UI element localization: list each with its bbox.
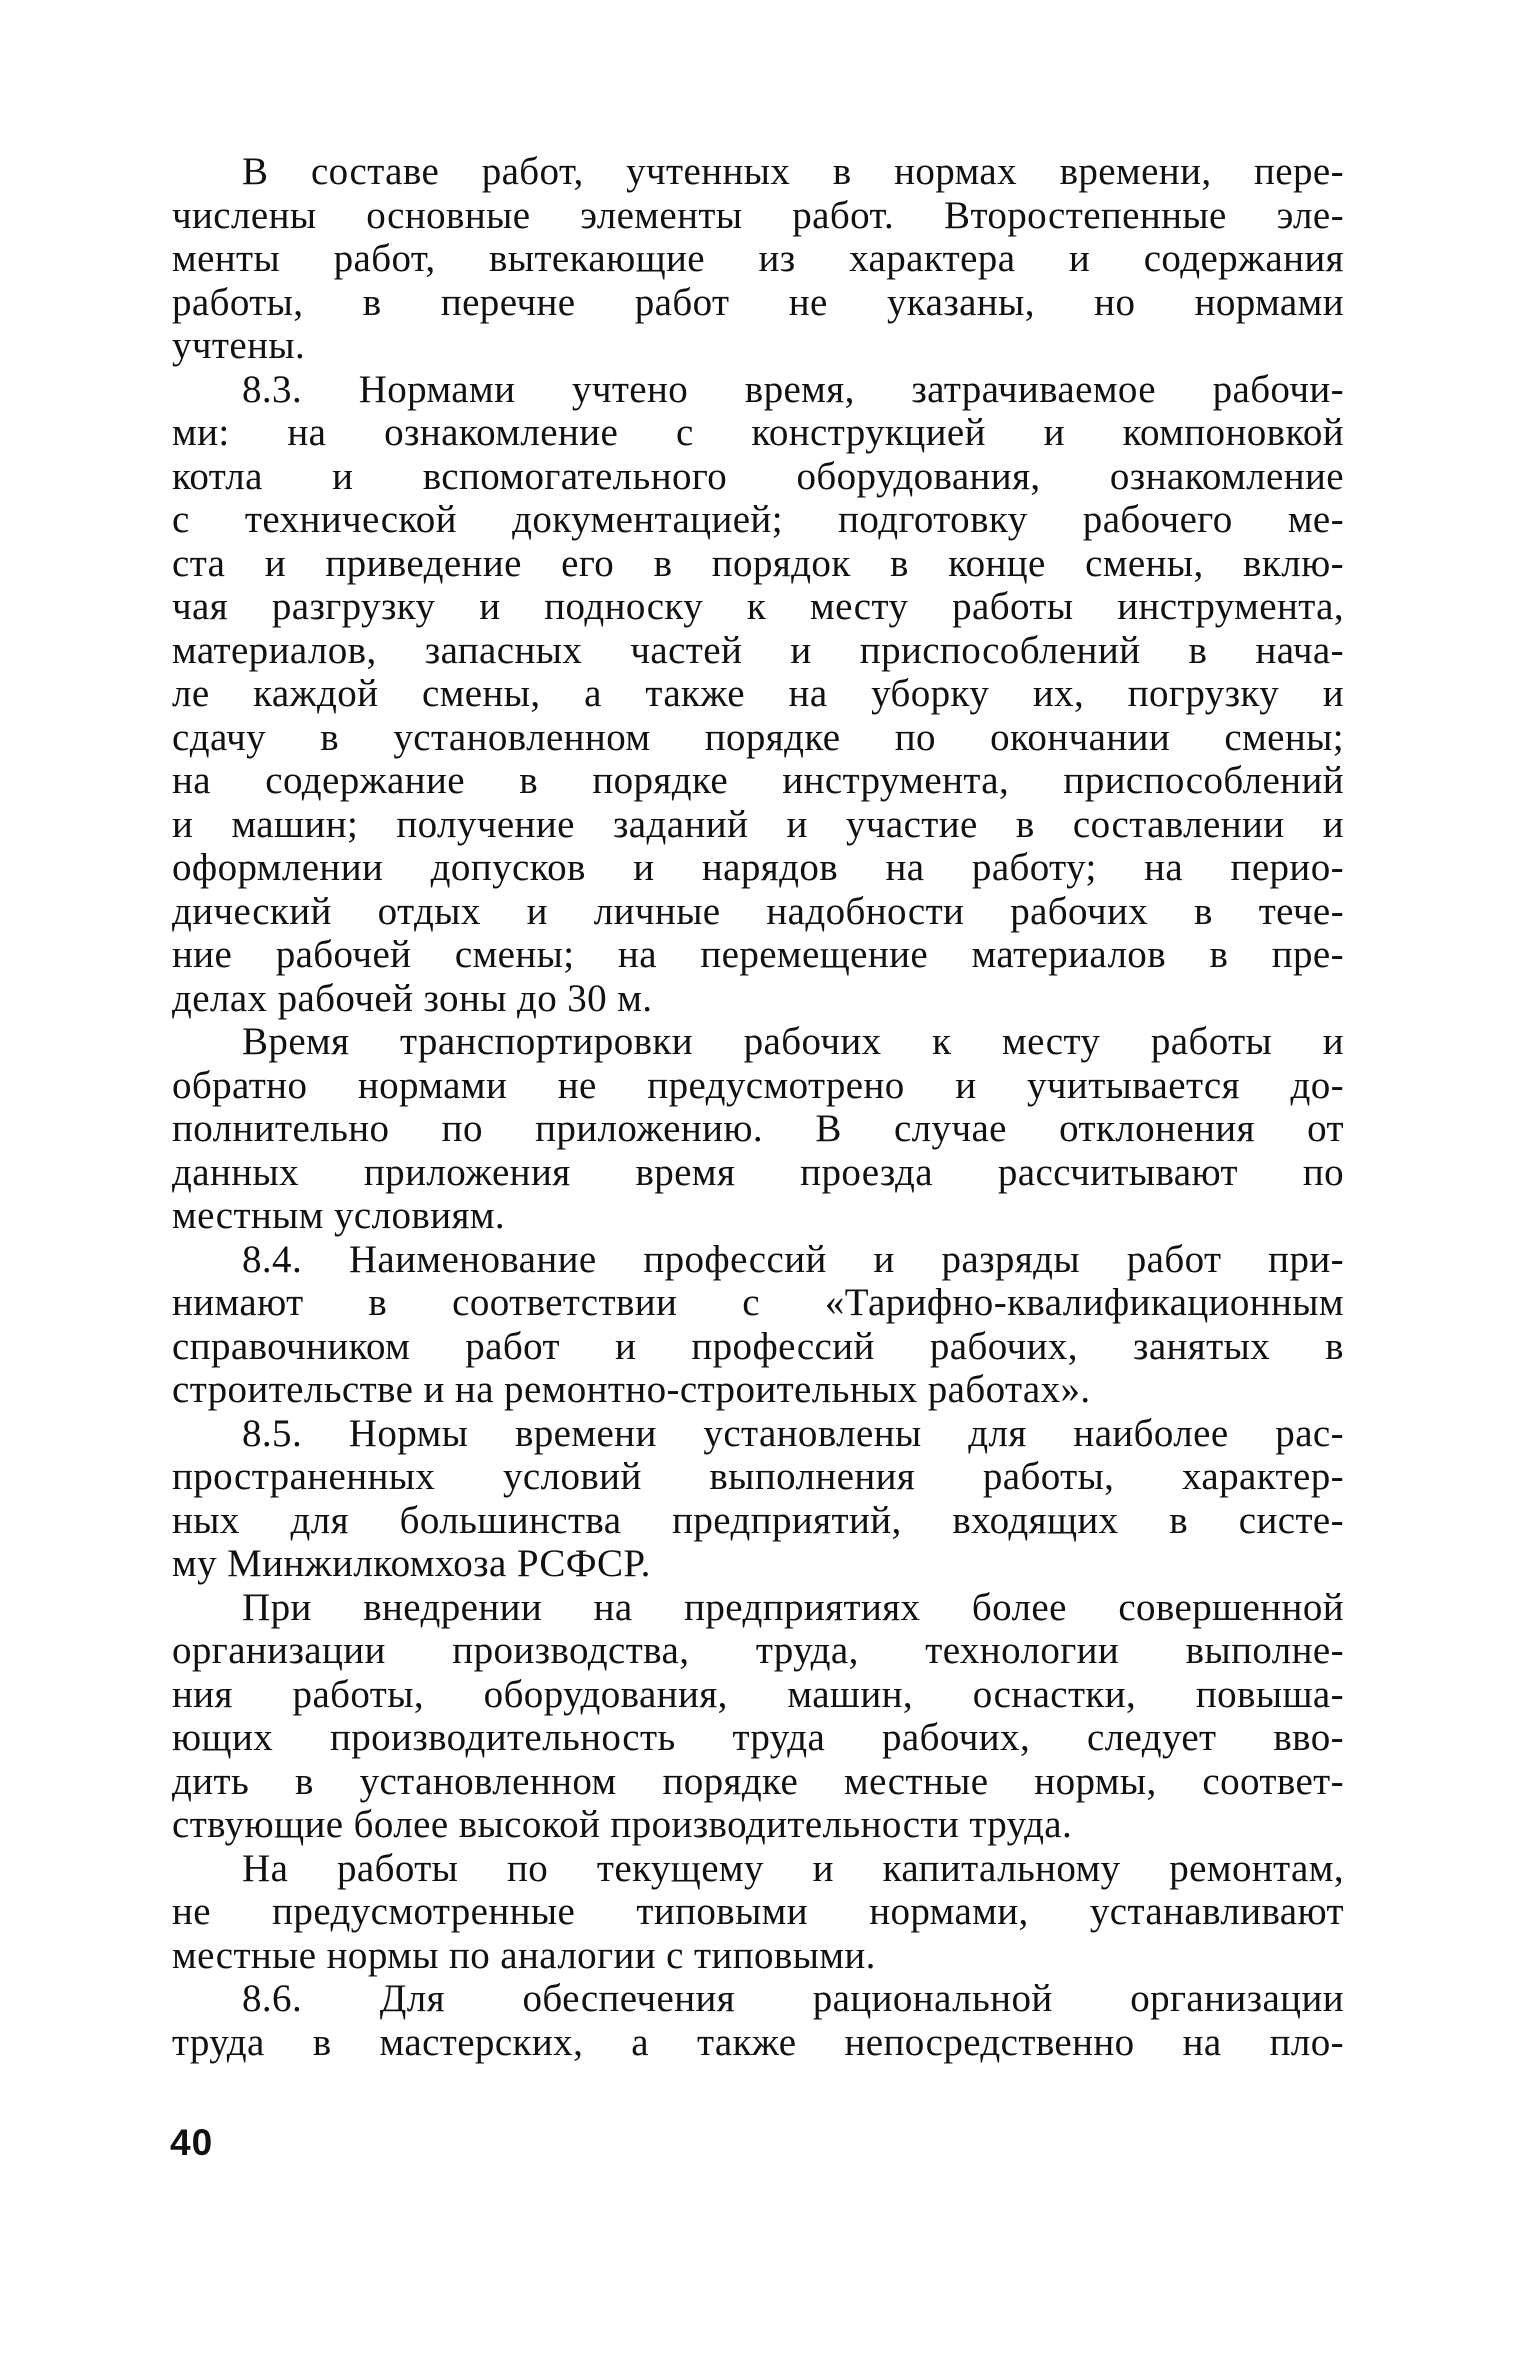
text-line: чая разгрузку и подноску к месту работы инструмента, [172, 585, 1344, 628]
text-line: дический отдых и личные надобности рабочих в тече- [172, 889, 1344, 933]
paragraph-section-8-3 [172, 368, 1344, 1021]
text-line: 8.3. Нормами учтено время, затрачиваемое рабочи- [242, 367, 1344, 411]
text-line: учтены. [172, 324, 306, 367]
text-line: числены основные элементы работ. Второстепенные эле- [172, 193, 1344, 237]
paragraph-intro [172, 150, 1344, 368]
text-line: ние рабочей смены; на перемещение материалов в пре- [172, 933, 1344, 976]
text-line: данных приложения время проезда рассчитывают по [172, 1150, 1344, 1194]
text-line: пространенных условий выполнения работы, характер- [172, 1455, 1344, 1498]
text-line: полнительно по приложению. В случае отклонения от [172, 1107, 1344, 1150]
text-line: ми: на ознакомление с конструкцией и компоновкой [172, 411, 1344, 454]
text-line: Время транспортировки рабочих к месту работы и [242, 1020, 1344, 1063]
text-line: организации производства, труда, технологии выполне- [172, 1629, 1344, 1672]
paragraph-section-8-4 [172, 1238, 1344, 1412]
text-line: работы, в перечне работ не указаны, но нормами [172, 280, 1344, 324]
text-line: му Минжилкомхоза РСФСР. [172, 1542, 651, 1585]
text-line: и машин; получение заданий и участие в составлении и [172, 802, 1344, 846]
text-line: ствующие более высокой производительности труда. [172, 1803, 1073, 1846]
text-line: ния работы, оборудования, машин, оснастки, повыша- [172, 1672, 1344, 1716]
text-line: нимают в соответствии с «Тарифно-квалификационным [172, 1281, 1344, 1324]
text-line: материалов, запасных частей и приспособлений в нача- [172, 628, 1344, 672]
text-line: ющих производительность труда рабочих, следует вво- [172, 1716, 1344, 1759]
text-line: строительстве и на ремонтно-строительных работах». [172, 1368, 1091, 1411]
paragraph-section-8-6 [172, 1977, 1344, 2064]
text-line: сдачу в установленном порядке по окончании смены; [172, 715, 1344, 759]
document-page [172, 150, 1344, 2064]
text-line: на содержание в порядке инструмента, приспособлений [172, 759, 1344, 802]
text-line: дить в установленном порядке местные нормы, соответ- [172, 1759, 1344, 1803]
text-line: делах рабочей зоны до 30 м. [172, 976, 653, 1020]
text-line: труда в мастерских, а также непосредственно на пло- [172, 2020, 1344, 2064]
text-line: При внедрении на предприятиях более совершенной [242, 1585, 1344, 1629]
text-line: В составе работ, учтенных в нормах времени, пере- [242, 150, 1344, 193]
text-line: 8.5. Нормы времени установлены для наиболее рас- [242, 1411, 1344, 1455]
text-line: местным условиям. [172, 1194, 506, 1237]
text-line: справочником работ и профессий рабочих, занятых в [172, 1324, 1344, 1368]
text-line: ных для большинства предприятий, входящих в систе- [172, 1498, 1344, 1542]
text-line: котла и вспомогательного оборудования, ознакомление [172, 454, 1344, 498]
text-line: ста и приведение его в порядок в конце смены, вклю- [172, 541, 1344, 585]
text-line: с технической документацией; подготовку рабочего ме- [172, 498, 1344, 541]
paragraph-section-8-5 [172, 1412, 1344, 1586]
text-line: оформлении допусков и нарядов на работу; на перио- [172, 846, 1344, 889]
text-line: 8.4. Наименование профессий и разряды работ при- [242, 1237, 1344, 1281]
paragraph-improvement [172, 1586, 1344, 1847]
text-line: ле каждой смены, а также на уборку их, погрузку и [172, 672, 1344, 715]
text-line: не предусмотренные типовыми нормами, устанавливают [172, 1890, 1344, 1933]
text-line: местные нормы по аналогии с типовыми. [172, 1933, 876, 1977]
paragraph-repairs [172, 1847, 1344, 1978]
text-line: 8.6. Для обеспечения рациональной организации [242, 1977, 1344, 2020]
page-number: 40 [170, 2122, 214, 2163]
text-line: обратно нормами не предусмотрено и учитывается до- [172, 1063, 1344, 1107]
text-line: менты работ, вытекающие из характера и содержания [172, 237, 1344, 280]
text-line: На работы по текущему и капитальному ремонтам, [242, 1846, 1344, 1890]
paragraph-transport [172, 1020, 1344, 1238]
